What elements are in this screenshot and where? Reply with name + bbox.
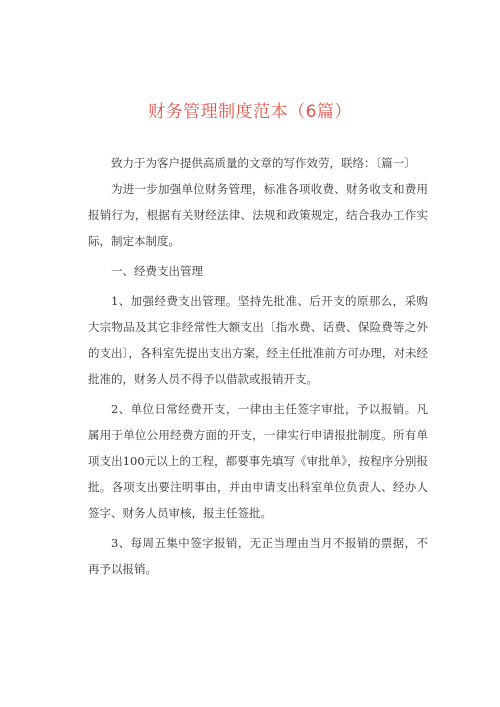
rule-paragraph-3: 3、每周五集中签字报销，无正当理由当月不报销的票据，不再予以报销。 [88,536,428,576]
document-title: 财务管理制度范本（6篇） [148,102,352,122]
rule-paragraph-2: 2、单位日常经费开支，一律由主任签字审批，予以报销。凡属用于单位公用经费方面的开支，一律实行申请报批制度。所有单项支出100元以上的工程，都要事先填写《审批单》，按程序分别报批。各项支出要注明事由，并由申请支出科室单位负责人、经办人签字、财务人员审核，报主任签批。 [88,402,428,520]
section-heading: 一、经费支出管理 [111,264,203,278]
document-body [88,150,428,586]
rule-paragraph-1: 1、加强经费支出管理。坚持先批准、后开支的原那么，采购大宗物品及其它非经常性大额支出〔指水费、话费、保险费等之外的支出〕，各科室先提出支出方案，经主任批准前方可办理，对未经批准的，财务人员不得予以借款或报销开支。 [88,294,428,386]
purpose-paragraph: 为进一步加强单位财务管理，标准各项收费、财务收支和费用报销行为，根据有关财经法律、法规和政策规定，结合我办工作实际，制定本制度。 [88,182,428,248]
intro-paragraph: 致力于为客户提供高质量的文章的写作效劳，联络：〔篇一〕 [111,156,416,170]
